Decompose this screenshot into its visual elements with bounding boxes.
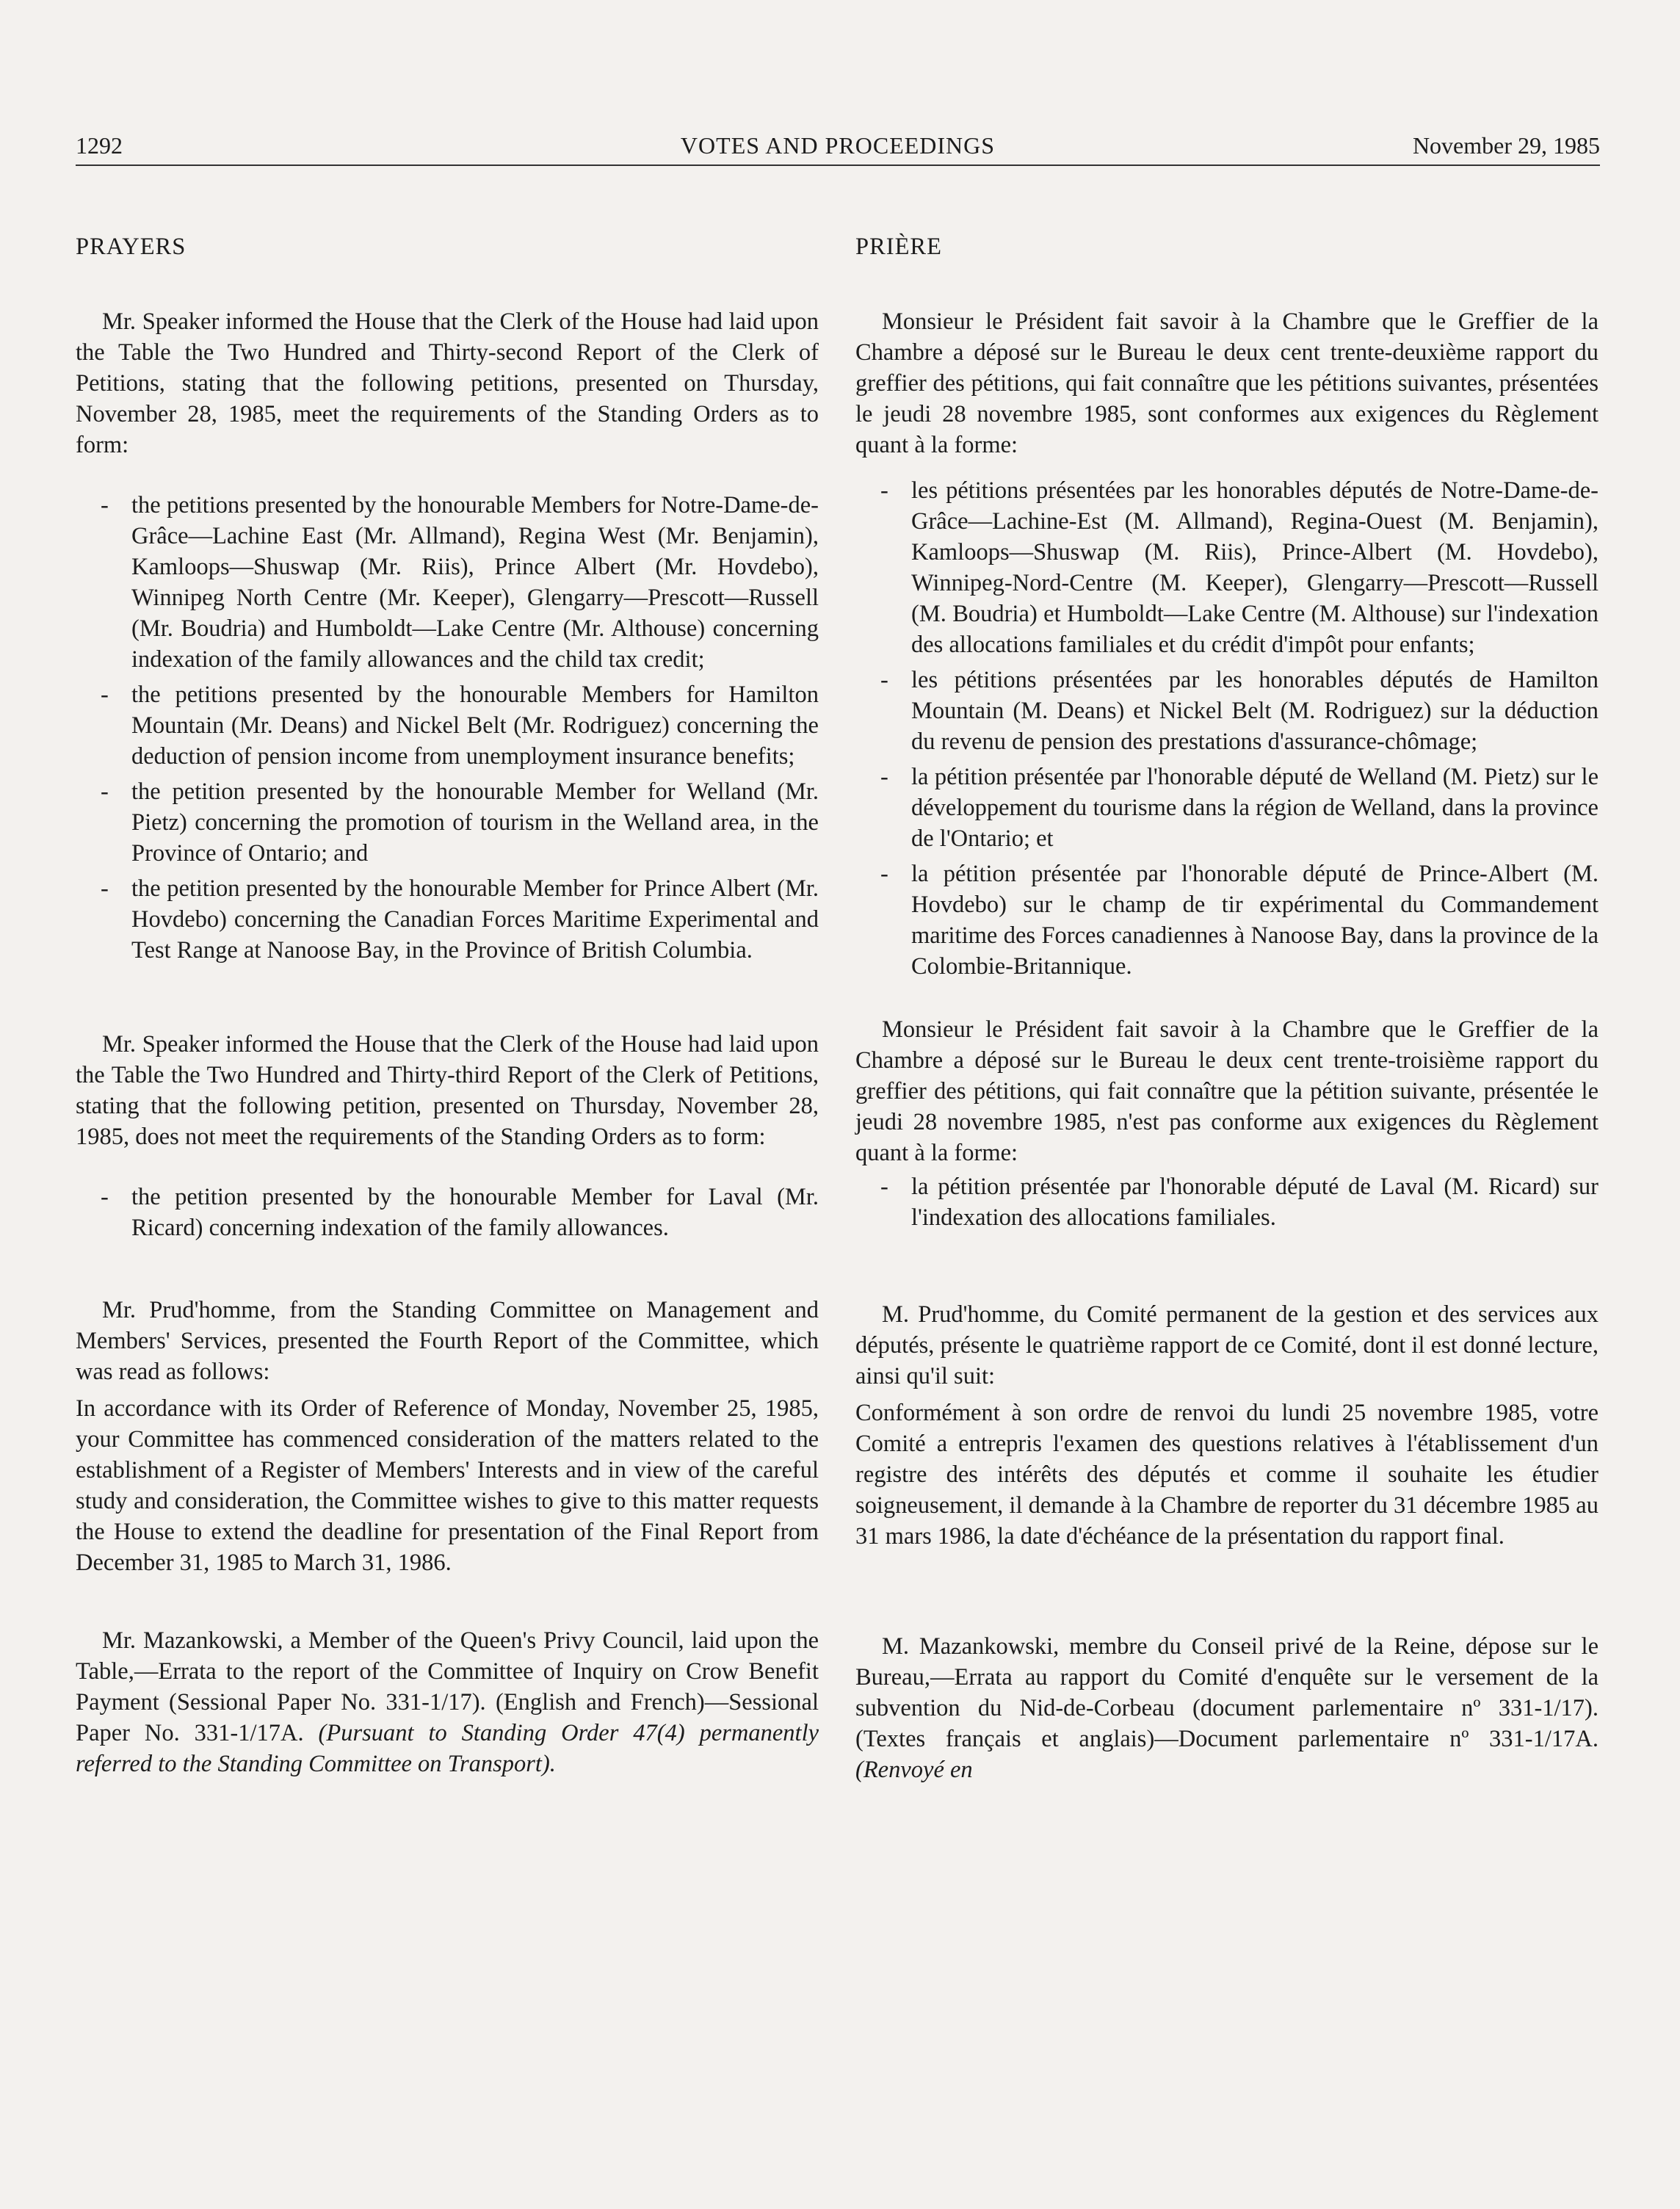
list-item: - les pétitions présentées par les honorables députés de Notre-Dame-de-Grâce—Lachine-Est (M. Allmand), Regina-Ouest (M. Benjamin), Kamloops—Shuswap (M. Riis), Prince-Albert (M. Hovdebo), Winnipeg-Nord-Centre (M. Keeper), Glengarry—Prescott—Russell (M. Boudria) et Humboldt—Lake Centre (M. Althouse) sur l'indexation des allocations familiales et du crédit d'impôt pour enfants; [880, 477, 1598, 658]
page-number: 1292 [76, 132, 123, 159]
paragraph: M. Mazankowski, membre du Conseil privé de la Reine, dépose sur le Bureau,—Errata au rapport du Comité d'enquête sur le versement de la subvention du Nid-de-Corbeau (document parlementaire nº 331-1/17). (Textes français et anglais)—Document parlementaire nº 331-1/17A. (Renvoyé en [855, 1633, 1598, 1783]
paragraph: M. Prud'homme, du Comité permanent de la gestion et des services aux députés, présente le quatrième rapport de ce Comité, dont il est donné lecture, ainsi qu'il suit: [855, 1301, 1598, 1389]
french-column [855, 231, 1598, 1785]
page-header [76, 129, 1600, 166]
list-item: - the petition presented by the honourable Member for Laval (Mr. Ricard) concerning indexation of the family allowances. [101, 1184, 819, 1241]
paragraph: Mr. Prud'homme, from the Standing Committee on Management and Members' Services, presented the Fourth Report of the Committee, which was read as follows: [76, 1297, 819, 1385]
list-item: - la pétition présentée par l'honorable député de Laval (M. Ricard) sur l'indexation des allocations familiales. [880, 1174, 1598, 1231]
paragraph: Mr. Mazankowski, a Member of the Queen's Privy Council, laid upon the Table,—Errata to the report of the Committee of Inquiry on Crow Benefit Payment (Sessional Paper No. 331-1/17). (English and French)—Sessional Paper No. 331-1/17A. (Pursuant to Standing Order 47(4) permanently referred to the Standing Committee on Transport). [76, 1627, 819, 1777]
section-heading: PRAYERS [76, 234, 187, 260]
list-item: - les pétitions présentées par les honorables députés de Hamilton Mountain (M. Deans) et Nickel Belt (M. Rodriguez) sur la déduction du revenu de pension des prestations d'assurance-chômage; [880, 667, 1598, 755]
report-text: In accordance with its Order of Reference of Monday, November 25, 1985, your Committee has commenced consideration of the matters related to the establishment of a Register of Members' Interests and in view of the careful study and consideration, the Committee wishes to give to this matter requests the House to extend the deadline for presentation of the Final Report from December 31, 1985 to March 31, 1986. [76, 1395, 819, 1576]
list-item: - la pétition présentée par l'honorable député de Welland (M. Pietz) sur le développement du tourisme dans la région de Welland, dans la province de l'Ontario; et [880, 764, 1598, 852]
list-item: - the petition presented by the honourable Member for Welland (Mr. Pietz) concerning the promotion of tourism in the Welland area, in the Province of Ontario; and [101, 778, 819, 867]
running-title: VOTES AND PROCEEDINGS [680, 132, 996, 159]
paragraph: Monsieur le Président fait savoir à la Chambre que le Greffier de la Chambre a déposé sur le Bureau le deux cent trente-deuxième rapport du greffier des pétitions, qui fait connaître que les pétitions suivantes, présentées le jeudi 28 novembre 1985, sont conformes aux exigences du Règlement quant à la forme: [855, 308, 1598, 458]
paragraph: Mr. Speaker informed the House that the Clerk of the House had laid upon the Table the Two Hundred and Thirty-second Report of the Clerk of Petitions, stating that the following petitions, presented on Thursday, November 28, 1985, meet the requirements of the Standing Orders as to form: [76, 308, 819, 458]
list-item: - la pétition présentée par l'honorable député de Prince-Albert (M. Hovdebo) sur le champ de tir expérimental du Commandement maritime des Forces canadiennes à Nanoose Bay, dans la province de la Colombie-Britannique. [880, 861, 1598, 980]
english-column [76, 231, 819, 1779]
paragraph: Monsieur le Président fait savoir à la Chambre que le Greffier de la Chambre a déposé sur le Bureau le deux cent trente-troisième rapport du greffier des pétitions, qui fait connaître que la pétition suivante, présentée le jeudi 28 novembre 1985, n'est pas conforme aux exigences du Règlement quant à la forme: [855, 1016, 1598, 1166]
page-date: November 29, 1985 [1412, 132, 1600, 159]
list-item: - the petitions presented by the honourable Members for Notre-Dame-de-Grâce—Lachine East (Mr. Allmand), Regina West (Mr. Benjamin), Kamloops—Shuswap (Mr. Riis), Prince Albert (Mr. Hovdebo), Winnipeg North Centre (Mr. Keeper), Glengarry—Prescott—Russell (Mr. Boudria) and Humboldt—Lake Centre (Mr. Althouse) concerning indexation of the family allowances and the child tax credit; [101, 492, 819, 673]
list-item: - the petitions presented by the honourable Members for Hamilton Mountain (Mr. Deans) and Nickel Belt (Mr. Rodriguez) concerning the deduction of pension income from unemployment insurance benefits; [101, 682, 819, 770]
section-heading: PRIÈRE [855, 234, 942, 260]
paragraph: Mr. Speaker informed the House that the Clerk of the House had laid upon the Table the Two Hundred and Thirty-third Report of the Clerk of Petitions, stating that the following petition, presented on Thursday, November 28, 1985, does not meet the requirements of the Standing Orders as to form: [76, 1031, 819, 1150]
report-text: Conformément à son ordre de renvoi du lundi 25 novembre 1985, votre Comité a entrepris l'examen des questions relatives à l'établissement d'un registre des intérêts des députés et comme il souhaite les étudier soigneusement, il demande à la Chambre de reporter du 31 décembre 1985 au 31 mars 1986, la date d'échéance de la présentation du rapport final. [855, 1400, 1598, 1550]
list-item: - the petition presented by the honourable Member for Prince Albert (Mr. Hovdebo) concerning the Canadian Forces Maritime Experimental and Test Range at Nanoose Bay, in the Province of British Columbia. [101, 875, 819, 964]
